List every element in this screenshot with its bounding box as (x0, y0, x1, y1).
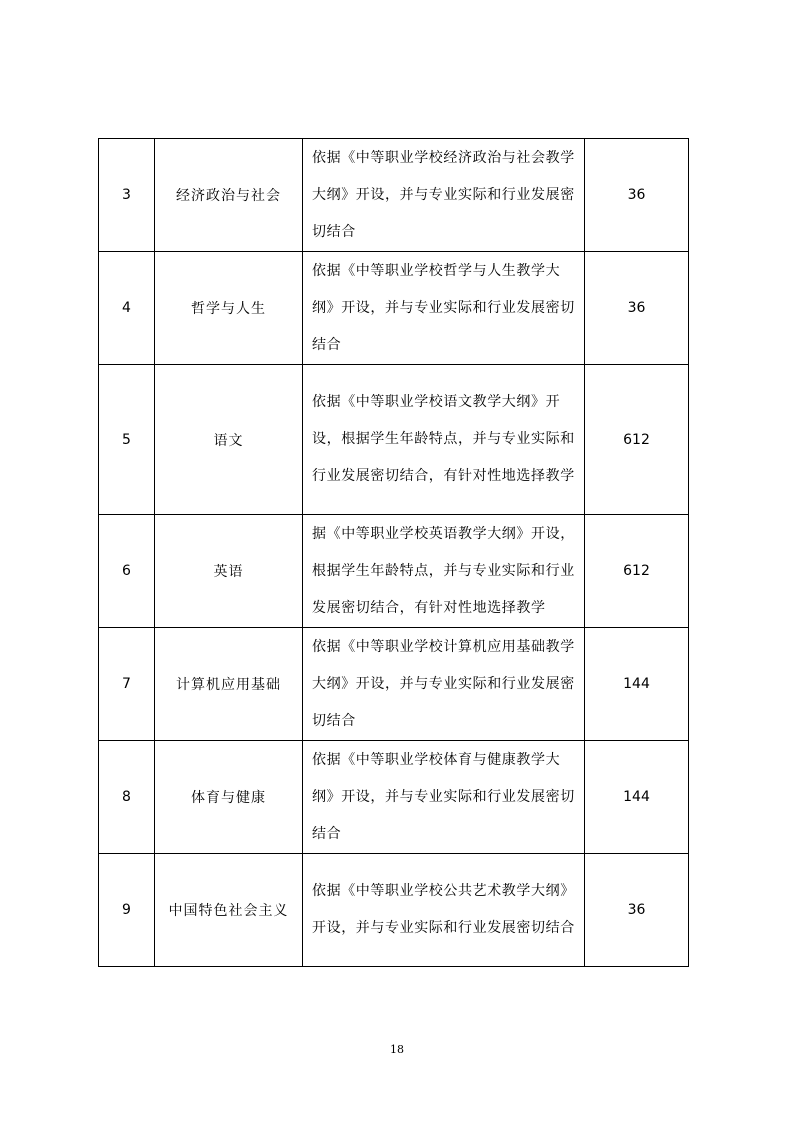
course-description-text: 依据《中等职业学校经济政治与社会教学大纲》开设，并与专业实际和行业发展密切结合 (312, 149, 575, 240)
row-number: 8 (99, 741, 155, 854)
row-number: 3 (99, 139, 155, 252)
row-number: 9 (99, 854, 155, 967)
table-row (99, 628, 689, 741)
course-hours: 612 (585, 365, 689, 515)
row-number: 6 (99, 515, 155, 628)
table-row (99, 741, 689, 854)
course-description-text: 据《中等职业学校英语教学大纲》开设，根据学生年龄特点，并与专业实际和行业发展密切结合，有针对性地选择教学 (312, 525, 575, 616)
course-description-text: 依据《中等职业学校计算机应用基础教学大纲》开设，并与专业实际和行业发展密切结合 (312, 638, 575, 729)
course-description (303, 515, 585, 628)
page-number: 18 (390, 1043, 404, 1056)
course-name: 计算机应用基础 (155, 628, 303, 741)
course-hours: 36 (585, 854, 689, 967)
table-row (99, 139, 689, 252)
course-name: 语文 (155, 365, 303, 515)
course-description-text: 依据《中等职业学校体育与健康教学大纲》开设，并与专业实际和行业发展密切结合 (312, 751, 575, 842)
row-number: 7 (99, 628, 155, 741)
course-name: 体育与健康 (155, 741, 303, 854)
row-number: 4 (99, 252, 155, 365)
course-hours: 144 (585, 741, 689, 854)
course-hours: 144 (585, 628, 689, 741)
row-number: 5 (99, 365, 155, 515)
course-description (303, 252, 585, 365)
course-description (303, 628, 585, 741)
course-description-text: 依据《中等职业学校公共艺术教学大纲》开设，并与专业实际和行业发展密切结合 (312, 883, 575, 936)
table-row (99, 515, 689, 628)
course-description-text: 依据《中等职业学校哲学与人生教学大纲》开设，并与专业实际和行业发展密切结合 (312, 262, 575, 353)
course-description (303, 741, 585, 854)
table-row (99, 854, 689, 967)
course-name: 经济政治与社会 (155, 139, 303, 252)
course-description (303, 365, 585, 515)
table-row (99, 252, 689, 365)
course-description (303, 854, 585, 967)
course-name: 英语 (155, 515, 303, 628)
table-row (99, 365, 689, 515)
course-table (98, 138, 689, 967)
course-name: 哲学与人生 (155, 252, 303, 365)
course-description-text: 依据《中等职业学校语文教学大纲》开设，根据学生年龄特点，并与专业实际和行业发展密切结合，有针对性地选择教学 (312, 394, 575, 484)
course-description (303, 139, 585, 252)
course-hours: 612 (585, 515, 689, 628)
course-hours: 36 (585, 252, 689, 365)
course-hours: 36 (585, 139, 689, 252)
course-name: 中国特色社会主义 (155, 854, 303, 967)
